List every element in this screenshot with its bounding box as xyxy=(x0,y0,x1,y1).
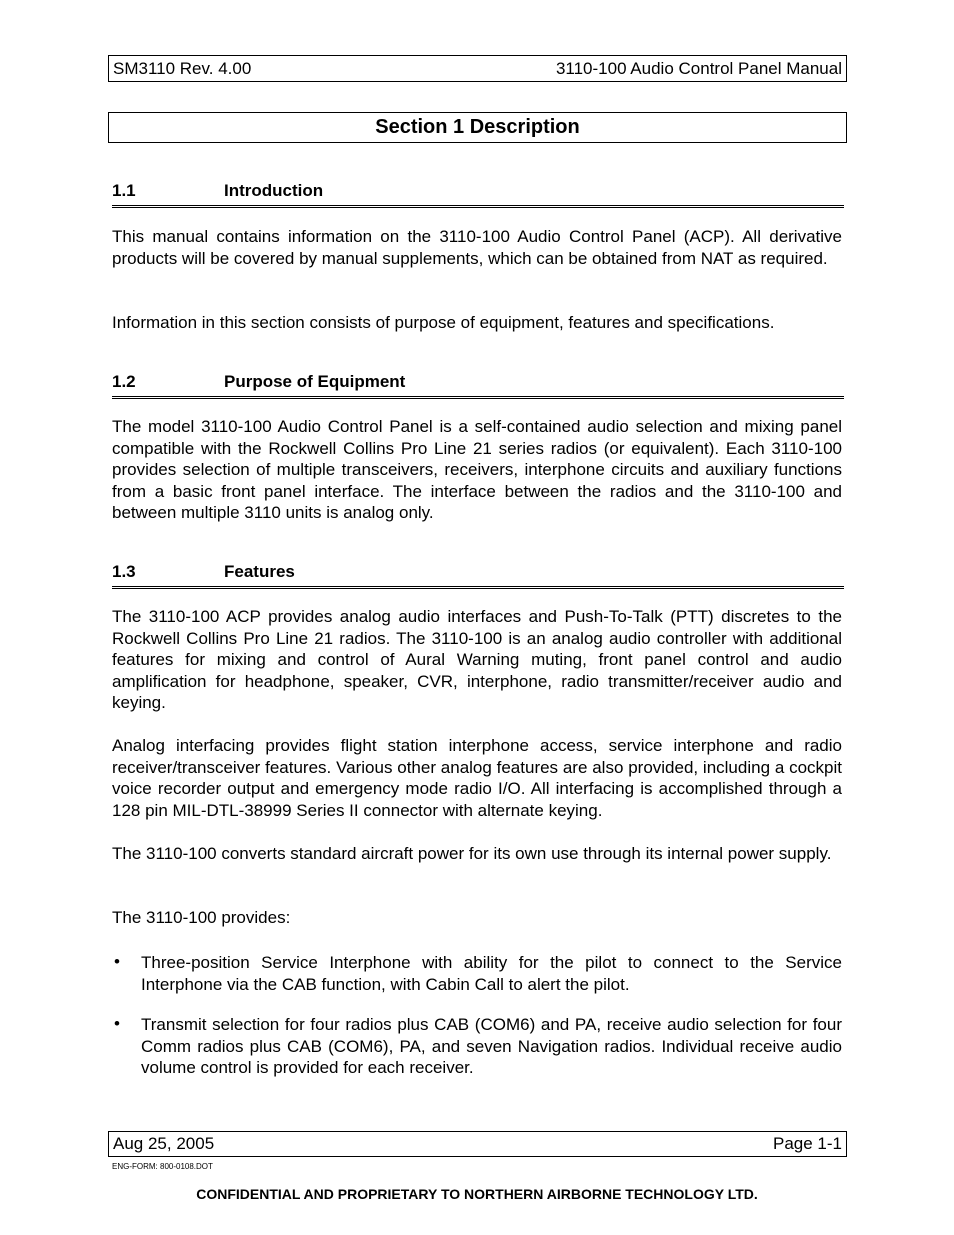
paragraph: The 3110-100 ACP provides analog audio interfaces and Push-To-Talk (PTT) discretes to the Rockwell Collins Pro Line 21 radios. The 3110-100 is an analog audio controller with additional features for mixing and control of Aural Warning muting, front panel control and audio amplification for headphone, speaker, CVR, interphone, radio transmitter/receiver audio and keying. xyxy=(112,607,842,712)
heading-number: 1.3 xyxy=(112,562,136,581)
list-item: Three-position Service Interphone with ability for the pilot to connect to the Service Interphone via the CAB function, with Cabin Call to alert the pilot. xyxy=(141,953,842,994)
document-title: 3110-100 Audio Control Panel Manual xyxy=(555,59,842,78)
footer-date: Aug 25, 2005 xyxy=(113,1134,215,1153)
confidentiality-notice: CONFIDENTIAL AND PROPRIETARY TO NORTHERN AIRBORNE TECHNOLOGY LTD. xyxy=(196,1186,758,1202)
heading-number: 1.1 xyxy=(112,181,136,200)
list-item: Transmit selection for four radios plus CAB (COM6) and PA, receive audio selection for four Comm radios plus CAB (COM6), PA, and seven Navigation radios. Individual receive audio volume control is provided for each receiver. xyxy=(141,1015,842,1077)
heading-title: Introduction xyxy=(224,181,324,200)
paragraph: Information in this section consists of purpose of equipment, features and specifications. xyxy=(112,313,775,332)
page-footer xyxy=(108,1131,847,1157)
heading-number: 1.2 xyxy=(112,372,136,391)
bullet-icon: • xyxy=(114,1014,120,1033)
heading-introduction xyxy=(112,181,844,208)
heading-title: Purpose of Equipment xyxy=(224,372,406,391)
bullet-icon: • xyxy=(114,952,120,971)
document-number: SM3110 Rev. 4.00 xyxy=(113,59,252,78)
page-number: Page 1-1 xyxy=(773,1134,842,1153)
page-header xyxy=(108,55,847,82)
heading-title: Features xyxy=(224,562,295,581)
section-title: Section 1 Description xyxy=(375,116,580,138)
paragraph: The 3110-100 converts standard aircraft power for its own use through its internal power supply. xyxy=(112,844,832,863)
paragraph: The model 3110-100 Audio Control Panel is a self-contained audio selection and mixing panel compatible with the Rockwell Collins Pro Line 21 series radios (or equivalent). Each 3110-100 provides selection of multiple transceivers, receivers, interphone circuits and auxiliary functions from a basic front panel interface. The interface between the radios and the 3110-100 and between multiple 3110 units is analog only. xyxy=(112,417,842,522)
heading-purpose-of-equipment xyxy=(112,372,844,399)
paragraph: The 3110-100 provides: xyxy=(112,908,291,927)
section-title-box xyxy=(108,112,847,143)
form-id: ENG-FORM: 800-0108.DOT xyxy=(112,1162,213,1171)
paragraph: This manual contains information on the 3110-100 Audio Control Panel (ACP). All derivative products will be covered by manual supplements, which can be obtained from NAT as required. xyxy=(112,227,842,268)
heading-features xyxy=(112,562,844,589)
paragraph: Analog interfacing provides flight station interphone access, service interphone and radio receiver/transceiver features. Various other analog features are also provided, including a cockpit voice recorder output and emergency mode radio I/O. All interfacing is accomplished through a 128 pin MIL-DTL-38999 Series II connector with alternate keying. xyxy=(112,736,842,820)
